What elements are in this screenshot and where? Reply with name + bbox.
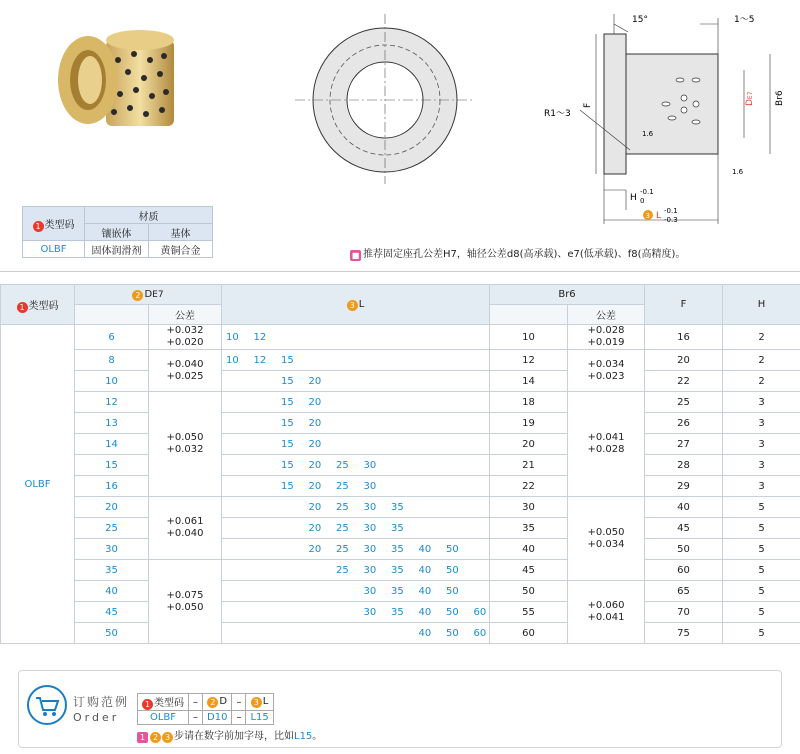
spec-br: 30	[490, 497, 568, 518]
spec-row	[1, 476, 800, 497]
spec-l-value: 15	[281, 396, 294, 408]
spec-f: 20	[645, 350, 723, 371]
spec-l-values	[222, 623, 490, 644]
spec-l-value: 25	[336, 564, 349, 576]
spec-d: 14	[75, 434, 149, 455]
spec-head-l: 3 L	[222, 285, 490, 325]
spec-l-value: 15	[281, 438, 294, 450]
spec-head-f: F	[645, 285, 723, 325]
spec-h: 5	[723, 623, 800, 644]
spec-l-values	[222, 434, 490, 455]
bushing-photo	[48, 20, 183, 135]
spec-d-tol: +0.032 +0.020	[149, 325, 222, 350]
spec-table	[0, 284, 800, 644]
spec-l-value: 20	[308, 480, 322, 492]
spec-l-value: 35	[391, 564, 404, 576]
spec-d-tol: +0.075 +0.050	[149, 560, 222, 644]
spec-d: 20	[75, 497, 149, 518]
br-dim-label: Br6	[775, 90, 785, 106]
spec-l-value: 50	[446, 606, 459, 618]
h-tol-upper: -0.1	[640, 188, 654, 196]
order-dash-2: –	[232, 694, 246, 711]
spec-row	[1, 623, 800, 644]
spec-f: 27	[645, 434, 723, 455]
spec-br-tol: +0.034 +0.023	[568, 350, 645, 392]
spec-l-value: 15	[281, 459, 294, 471]
spec-h: 5	[723, 581, 800, 602]
spec-l-value: 20	[308, 396, 322, 408]
chamfer-range-label: 1～5	[734, 15, 755, 25]
spec-h: 2	[723, 350, 800, 371]
spec-l-value: 40	[418, 585, 432, 597]
order-head-l: 3 L	[246, 694, 273, 711]
surface-mark-2: 1.6	[732, 168, 744, 176]
spec-d: 50	[75, 623, 149, 644]
spec-d: 15	[75, 455, 149, 476]
spec-l-value: 20	[308, 375, 322, 387]
spec-br: 18	[490, 392, 568, 413]
spec-f: 75	[645, 623, 723, 644]
spec-f: 28	[645, 455, 723, 476]
spec-br: 22	[490, 476, 568, 497]
angle-label: 15°	[632, 15, 648, 25]
spec-head-h: H	[723, 285, 800, 325]
spec-l-value: 10	[226, 354, 239, 366]
mat-base: 黄铜合金	[149, 241, 213, 258]
spec-d-tol: +0.061 +0.040	[149, 497, 222, 560]
spec-l-value: 25	[336, 522, 349, 534]
spec-f: 26	[645, 413, 723, 434]
spec-l-value: 25	[336, 501, 349, 513]
spec-f: 70	[645, 602, 723, 623]
mat-head-base: 基体	[149, 224, 213, 241]
spec-row	[1, 581, 800, 602]
spec-d: 16	[75, 476, 149, 497]
spec-d: 13	[75, 413, 149, 434]
f-dim-label: F	[583, 102, 593, 108]
spec-l-value: 60	[473, 606, 487, 618]
spec-l-values	[222, 581, 490, 602]
spec-h: 5	[723, 539, 800, 560]
spec-d: 12	[75, 392, 149, 413]
spec-row	[1, 350, 800, 371]
spec-f: 60	[645, 560, 723, 581]
spec-l-values	[222, 455, 490, 476]
spec-f: 50	[645, 539, 723, 560]
spec-l-values	[222, 476, 490, 497]
spec-l-value: 50	[446, 627, 459, 639]
spec-d: 8	[75, 350, 149, 371]
spec-l-value: 15	[281, 417, 294, 429]
spec-l-value: 12	[253, 331, 267, 343]
mat-insert: 固体润滑剂	[85, 241, 149, 258]
spec-l-value: 35	[391, 606, 404, 618]
spec-d: 10	[75, 371, 149, 392]
mat-head-type: 1 类型码	[23, 207, 85, 241]
spec-d: 6	[75, 325, 149, 350]
spec-l-value: 30	[363, 585, 377, 597]
spec-l-value: 50	[446, 585, 459, 597]
spec-br-tol: +0.060 +0.041	[568, 581, 645, 644]
spec-br: 60	[490, 623, 568, 644]
spec-l-value: 35	[391, 501, 404, 513]
order-head-d: 2 D	[203, 694, 232, 711]
spec-l-values	[222, 371, 490, 392]
l-dim-label: L	[656, 211, 662, 221]
spec-br: 12	[490, 350, 568, 371]
radius-label: R1～3	[544, 109, 571, 119]
spec-f: 29	[645, 476, 723, 497]
spec-head-br-tol: 公差	[568, 305, 645, 325]
section-view-drawing	[520, 10, 795, 230]
order-dash-3: –	[189, 711, 203, 725]
spec-l-value: 30	[363, 480, 377, 492]
spec-l-value: 40	[418, 627, 432, 639]
spec-l-value: 35	[391, 522, 404, 534]
h-tol-lower: 0	[640, 197, 645, 205]
order-example	[18, 670, 782, 748]
spec-l-value: 40	[418, 606, 432, 618]
spec-l-value: 40	[418, 543, 432, 555]
cart-icon	[27, 685, 67, 725]
spec-l-value: 10	[226, 331, 239, 343]
spec-row	[1, 497, 800, 518]
spec-f: 22	[645, 371, 723, 392]
front-view-drawing	[290, 12, 480, 187]
spec-f: 16	[645, 325, 723, 350]
spec-l-value: 30	[363, 564, 377, 576]
spec-l-value: 15	[281, 375, 294, 387]
spec-h: 3	[723, 413, 800, 434]
order-type: OLBF	[138, 711, 189, 725]
spec-l-values	[222, 560, 490, 581]
spec-d: 25	[75, 518, 149, 539]
spec-l-value: 30	[363, 459, 377, 471]
spec-l-values	[222, 497, 490, 518]
spec-d: 45	[75, 602, 149, 623]
spec-h: 5	[723, 497, 800, 518]
spec-d: 40	[75, 581, 149, 602]
l-tol-upper: -0.1	[664, 207, 678, 215]
spec-d: 35	[75, 560, 149, 581]
spec-l-value: 25	[336, 459, 349, 471]
spec-l-value: 20	[308, 417, 322, 429]
spec-l-values	[222, 602, 490, 623]
spec-d: 30	[75, 539, 149, 560]
spec-h: 3	[723, 455, 800, 476]
h-dim-label: H	[630, 193, 637, 203]
spec-br: 55	[490, 602, 568, 623]
spec-l-value: 30	[363, 543, 377, 555]
spec-d-tol: +0.050 +0.032	[149, 392, 222, 497]
spec-l-value: 50	[446, 543, 459, 555]
spec-l-value: 30	[363, 606, 377, 618]
spec-br: 50	[490, 581, 568, 602]
spec-head-type: 1 类型码	[1, 285, 75, 325]
spec-l-value: 35	[391, 585, 404, 597]
order-dash-4: –	[232, 711, 246, 725]
spec-row	[1, 539, 800, 560]
spec-head-d: 2 DE7	[75, 285, 222, 305]
spec-row	[1, 392, 800, 413]
spec-br: 45	[490, 560, 568, 581]
order-dash-1: –	[189, 694, 203, 711]
d-dim-label: DE7	[745, 91, 755, 106]
spec-f: 25	[645, 392, 723, 413]
spec-br: 40	[490, 539, 568, 560]
spec-l-values	[222, 392, 490, 413]
spec-row	[1, 455, 800, 476]
spec-l-values	[222, 325, 490, 350]
spec-row	[1, 518, 800, 539]
spec-f: 65	[645, 581, 723, 602]
spec-row	[1, 602, 800, 623]
spec-h: 3	[723, 434, 800, 455]
spec-head-br: Br6	[490, 285, 645, 305]
spec-br: 14	[490, 371, 568, 392]
spec-l-value: 20	[308, 459, 322, 471]
spec-row	[1, 371, 800, 392]
mat-head-material: 材质	[85, 207, 213, 224]
spec-l-value: 30	[363, 522, 377, 534]
l-num-badge: 3	[645, 212, 650, 220]
spec-d-tol: +0.040 +0.025	[149, 350, 222, 392]
order-head-type: 1 类型码	[138, 694, 189, 711]
spec-l-value: 12	[253, 354, 267, 366]
spec-h: 5	[723, 602, 800, 623]
spec-row	[1, 434, 800, 455]
material-table	[22, 206, 213, 258]
spec-body	[1, 325, 800, 644]
spec-br-tol: +0.041 +0.028	[568, 392, 645, 497]
spec-br: 21	[490, 455, 568, 476]
spec-l-value: 20	[308, 543, 322, 555]
tolerance-note: ■ 推荐固定座孔公差H7，轴径公差d8(高承载)、e7(低承载)、f8(高精度)。	[351, 249, 686, 260]
spec-h: 3	[723, 476, 800, 497]
spec-l-value: 60	[473, 627, 487, 639]
spec-br: 19	[490, 413, 568, 434]
spec-br-tol: +0.050 +0.034	[568, 497, 645, 581]
spec-l-values	[222, 518, 490, 539]
spec-l-value: 30	[363, 501, 377, 513]
spec-l-value: 20	[308, 522, 322, 534]
spec-br: 35	[490, 518, 568, 539]
spec-f: 40	[645, 497, 723, 518]
spec-type: OLBF	[1, 325, 75, 644]
spec-h: 2	[723, 371, 800, 392]
order-table	[137, 693, 274, 725]
spec-h: 3	[723, 392, 800, 413]
l-tol-lower: -0.3	[664, 216, 678, 224]
spec-h: 5	[723, 560, 800, 581]
spec-f: 45	[645, 518, 723, 539]
spec-l-values	[222, 413, 490, 434]
spec-h: 5	[723, 518, 800, 539]
spec-l-value: 40	[418, 564, 432, 576]
spec-l-value: 15	[281, 354, 294, 366]
order-l: L15	[246, 711, 273, 725]
spec-br-tol: +0.028 +0.019	[568, 325, 645, 350]
spec-l-value: 25	[336, 543, 349, 555]
spec-l-values	[222, 350, 490, 371]
spec-row	[1, 413, 800, 434]
spec-h: 2	[723, 325, 800, 350]
spec-l-value: 20	[308, 438, 322, 450]
order-d: D10	[203, 711, 232, 725]
spec-row	[1, 560, 800, 581]
spec-br: 10	[490, 325, 568, 350]
spec-head-d-tol: 公差	[149, 305, 222, 325]
spec-l-value: 25	[336, 480, 349, 492]
mat-type: OLBF	[23, 241, 85, 258]
drawing-area	[0, 0, 800, 272]
order-title: 订购范例	[73, 695, 130, 709]
mat-head-insert: 镶嵌体	[85, 224, 149, 241]
order-subtitle: Order	[73, 711, 120, 724]
order-note: 1 2 3 步请在数字前加字母，比如L15。	[137, 727, 322, 743]
spec-row	[1, 325, 800, 350]
spec-l-values	[222, 539, 490, 560]
spec-l-value: 15	[281, 480, 294, 492]
spec-l-value: 35	[391, 543, 404, 555]
note-marker-icon: ■	[351, 251, 360, 260]
surface-mark-1: 1.6	[642, 130, 654, 138]
spec-l-value: 20	[308, 501, 322, 513]
spec-br: 20	[490, 434, 568, 455]
spec-l-value: 50	[446, 564, 459, 576]
